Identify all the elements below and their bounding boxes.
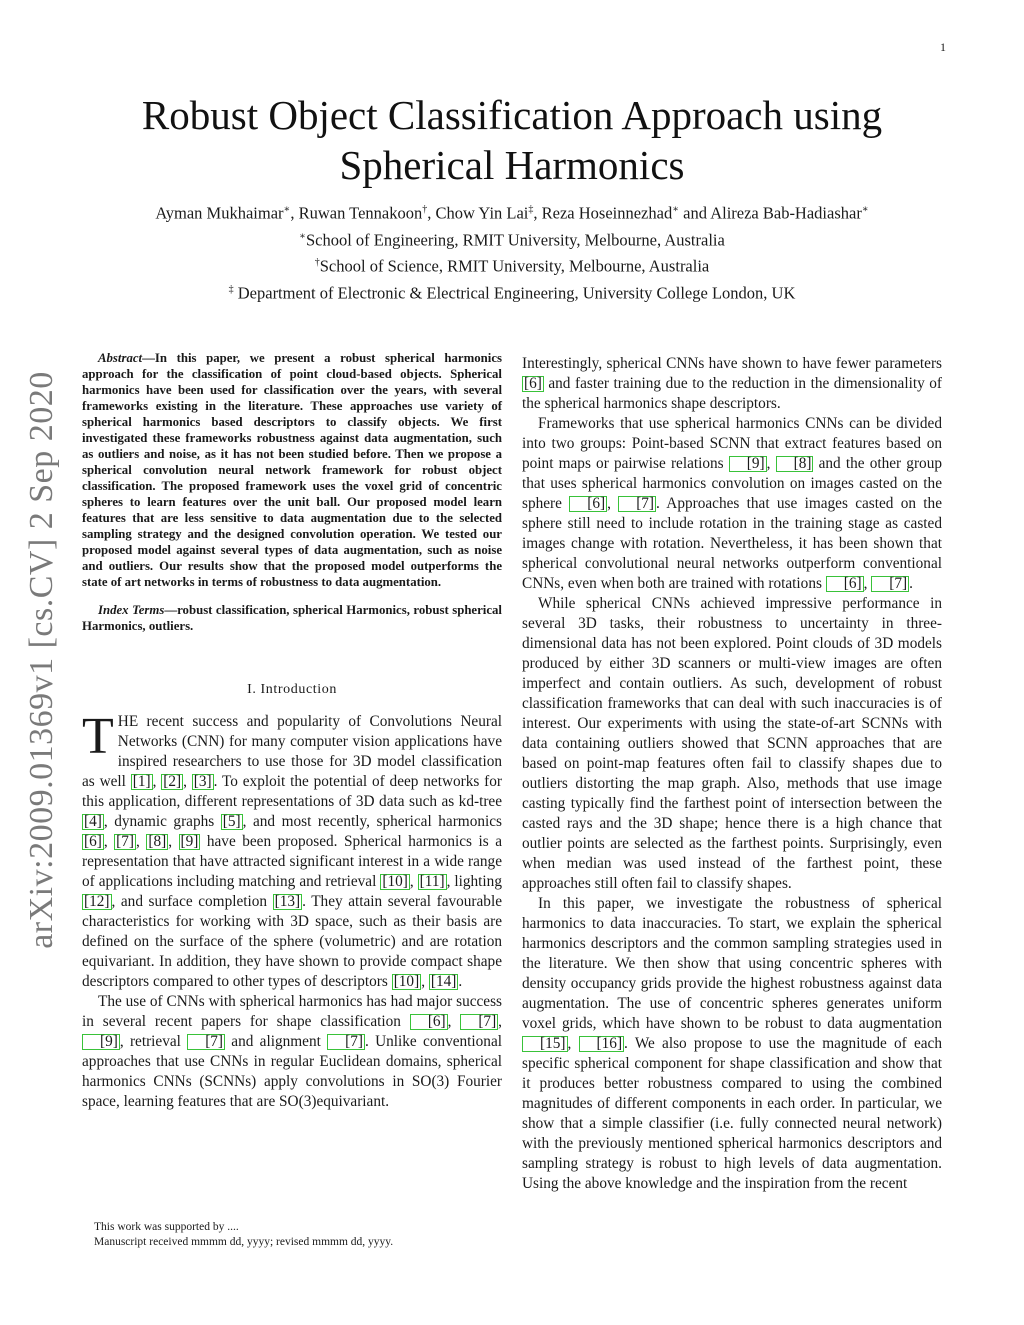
citation-link[interactable]: [8]	[148, 833, 167, 850]
arxiv-identifier: arXiv:2009.01369v1 [cs.CV] 2 Sep 2020	[23, 371, 60, 949]
footnote: This work was supported by .... Manuscript received mmmm dd, yyyy; revised mmmm dd, yyyy.	[94, 1221, 394, 1248]
citation-link[interactable]: [14]	[430, 973, 457, 990]
citation-link[interactable]: [16]	[579, 1036, 625, 1052]
abstract: Abstract—In this paper, we present a robust spherical harmonics approach for the classification of point cloud-based objects. Spherical harmonics have been used for classification over the years, with several frameworks existing in the literature. These approaches use variety of spherical harmonics based descriptors to classify objects. We first investigated these frameworks robustness against data augmentation, such as outliers and noise, as it has not been studied before. Then we propose a spherical convolution neural network framework for robust object classification. The proposed framework uses the voxel grid of concentric spheres to learn features over the unit ball. Our proposed model learn features that are less sensitive to data augmentation due to the selected sampling strategy and the designed convolution operation. We tested our proposed model against several types of data augmentation, such as noise and outliers. Our results show that the proposed model outperforms the state of art networks in terms of robustness to data augmentation.	[82, 351, 502, 589]
affiliation: ∗School of Engineering, RMIT University, Melbourne, Australia	[299, 230, 725, 249]
paragraph: In this paper, we investigate the robustness of spherical harmonics to data inaccuracies. To start, we explain the spherical harmonics descriptors and the common sampling strategies used in the literature. We then show that using concentric spheres with density occupancy grids provide the highest robustness against data augmentation. The use of concentric spheres generates uniform voxel grids, which have shown to be robust to data augmentation [15] , [16] . We also propose to use the magnitude of each specific spherical component for shape classification and show that it produces better robustness compared to using the combined magnitudes of different components in each order. In particular, we show that a simple classifier (i.e. fully connected neural network) with the previously mentioned spherical harmonics descriptors and sampling strategy is robust to high levels of data augmentation. Using the above knowledge and the inspiration from the recent	[522, 895, 942, 1192]
citation-link[interactable]: [6]	[410, 1014, 448, 1030]
citation-link[interactable]: [13]	[274, 893, 301, 910]
paragraph: The use of CNNs with spherical harmonics has had major success in several recent papers for shape classification [6] , [7] , [9] , retrieval [7] and alignment [7] . Unlike conventional approaches that use CNNs in regular Euclidean domains, spherical harmonics CNNs (SCNNs) apply convolutions in SO(3) Fourier space, learning features that are SO(3)equivariant.	[82, 993, 502, 1110]
citation-link[interactable]: [3]	[193, 773, 212, 790]
citation-link[interactable]: [7]	[460, 1014, 498, 1030]
citation-link[interactable]: [2]	[163, 773, 182, 790]
citation-link[interactable]: [10]	[393, 973, 420, 990]
paper-title: Robust Object Classification Approach using Spherical Harmonics	[141, 92, 883, 188]
arxiv-sidebar	[12, 360, 72, 960]
citation-link[interactable]: [12]	[84, 893, 110, 910]
citation-link[interactable]: [6]	[524, 375, 542, 392]
citation-link[interactable]: [1]	[132, 773, 151, 790]
page-number: 1	[940, 40, 946, 54]
affiliation: †School of Science, RMIT University, Melbourne, Australia	[314, 256, 710, 276]
citation-link[interactable]: [7]	[618, 496, 656, 512]
author-name: Alireza Bab-Hadiashar	[710, 203, 862, 223]
citation-link[interactable]: [6]	[826, 576, 864, 592]
author-list: Ayman Mukhaimar∗, Ruwan Tennakoon†, Chow Yin Lai‡, Reza Hoseinnezhad∗ and Alireza Bab-Hadiashar∗	[155, 203, 869, 223]
author-name: Ayman Mukhaimar	[155, 203, 284, 223]
author-name: Chow Yin Lai	[435, 203, 529, 223]
citation-link[interactable]: [9]	[180, 833, 199, 850]
paragraph: Interestingly, spherical CNNs have shown to have fewer parameters [6] and faster training due to the reduction in the dimensionality of the spherical harmonics shape descriptors.	[522, 355, 942, 412]
author-name: Reza Hoseinnezhad	[541, 203, 673, 223]
author-block	[60, 198, 964, 304]
citation-link[interactable]: [6]	[569, 496, 607, 512]
citation-link[interactable]: [7]	[187, 1034, 225, 1050]
paragraph: While spherical CNNs achieved impressive performance in several 3D tasks, their robustness to uncertainty in three-dimensional data has not been explored. Point clouds of 3D models produced by either 3D scanners or multi-view images are often imperfect and contain outliers. As such, development of robust classification frameworks that can deal with such inaccuracies is of interest. Our experiments with using the state-of-art SCNNs with data containing outliers showed that SCNN approaches that are based on point-map features often fail to classify shapes due to outliers distorting the map graph. Also, methods that use image casting typically find the farthest point of intersection between the casted rays and the 3D shape; hence there is a high chance that outlier points are selected as the farthest points. Surprisingly, even when median was used instead of the farthest point, these approaches still often fail to classify shapes.	[522, 595, 942, 892]
citation-link[interactable]: [9]	[82, 1034, 120, 1050]
citation-link[interactable]: [8]	[776, 456, 814, 472]
paragraph: THE recent success and popularity of Convolutions Neural Networks (CNN) for many computer vision applications have inspired researchers to use those for 3D model classification as well [1] , [2] , [3] . To exploit the potential of deep networks for this application, different representations of 3D data such as kd-tree [4] , dynamic graphs [5] , and most recently, spherical harmonics [6] , [7] , [8] , [9] have been proposed. Spherical harmonics is a representation that have attracted significant interest in a wide range of applications including matching and retrieval [10] , [11] , lighting [12] , and surface completion [13] . They attain several favourable characteristics for working with 3D space, such as their basis are defined on the surface of the sphere (volumetric) and are rotation equivariant. In addition, they have shown to provide compact shape descriptors compared to other types of descriptors [10] , [14] .	[82, 708, 503, 990]
citation-link[interactable]: [7]	[116, 833, 135, 850]
citation-link[interactable]: [4]	[84, 813, 102, 830]
citation-link[interactable]: [10]	[382, 873, 408, 890]
left-column	[82, 350, 502, 1112]
section-heading: I. Introduction	[247, 682, 337, 697]
citation-link[interactable]: [11]	[419, 873, 445, 890]
author-name: Ruwan Tennakoon	[298, 203, 423, 223]
citation-link[interactable]: [7]	[327, 1034, 365, 1050]
index-terms: Index Terms—robust classification, spherical Harmonics, robust spherical Harmonics, outliers.	[82, 603, 502, 633]
citation-link[interactable]: [6]	[84, 833, 102, 850]
affiliation: ‡ Department of Electronic & Electrical Engineering, University College London, UK	[228, 283, 796, 302]
paragraph: Frameworks that use spherical harmonics CNNs can be divided into two groups: Point-based SCNN that extract features based on point maps or pairwise relations [9] , [8] and the other group that uses spherical harmonics convolution on images casted on the sphere [6] , [7] . Approaches that use images casted on the sphere still need to include rotation in the training stage as casted images change with rotation. Nevertheless, it has been shown that spherical convolutional neural networks outperform conventional CNNs, even when both are trained with rotations [6] , [7] .	[522, 415, 942, 592]
right-column	[522, 354, 942, 1194]
citation-link[interactable]: [9]	[729, 456, 767, 472]
drop-cap: T	[82, 708, 114, 765]
citation-link[interactable]: [15]	[522, 1036, 568, 1052]
citation-link[interactable]: [5]	[222, 813, 241, 830]
citation-link[interactable]: [7]	[871, 576, 909, 592]
